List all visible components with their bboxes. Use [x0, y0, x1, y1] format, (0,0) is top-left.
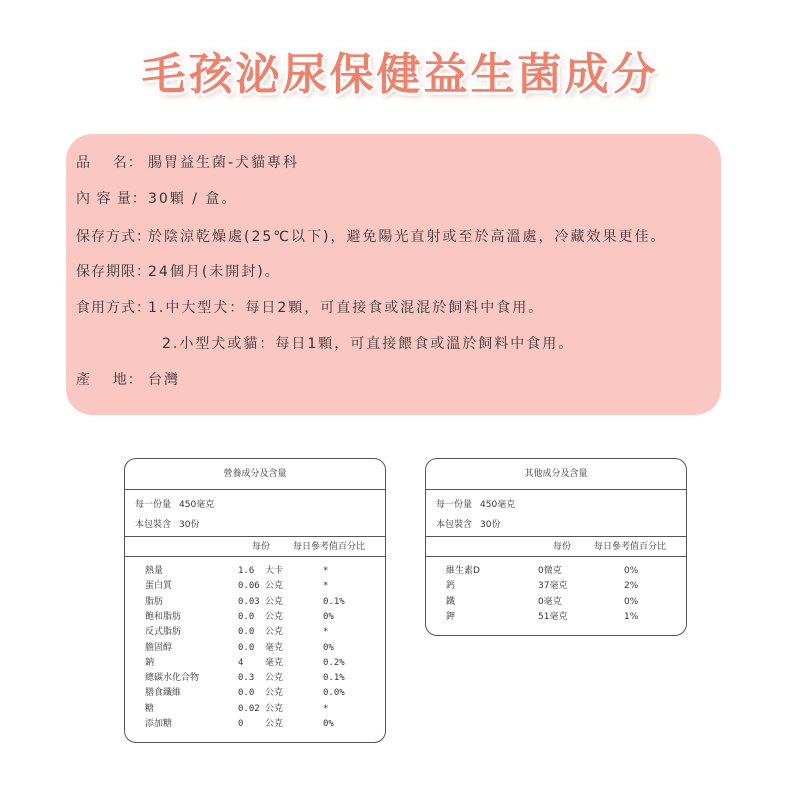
info-label: 保存方式： [76, 229, 151, 245]
other-amount-cell: 0微克 [538, 566, 562, 576]
other-amount-cell: 51毫克 [538, 611, 568, 622]
column-header-per-serving: 每份 [553, 542, 572, 552]
nutrition-name-cell: 鈉 [145, 657, 155, 668]
nutrition-dv-cell: 0.0% [323, 688, 345, 699]
column-header-daily-value: 每日參考值百分比 [594, 542, 667, 552]
other-name-cell: 維生素D [446, 566, 480, 576]
info-label: 食用方式： [76, 300, 151, 316]
nutrition-name-cell: 飽和脂肪 [145, 611, 182, 622]
column-header-daily-value: 每日參考值百分比 [293, 542, 366, 552]
info-row-content [76, 187, 237, 211]
nutrition-unit-cell: 公克 [265, 581, 284, 592]
page-title: 毛孩泌尿保健益生菌成分 [141, 49, 659, 100]
nutrition-unit-cell: 毫克 [265, 657, 284, 668]
nutrition-panel [124, 458, 386, 743]
servings-row [436, 516, 500, 534]
nutrition-unit-cell: 公克 [265, 596, 284, 607]
info-value: 30顆 / 盒。 [148, 191, 238, 207]
nutrition-amount-cell: 0.06 [238, 581, 260, 592]
nutrition-unit-cell: 公克 [265, 627, 284, 638]
other-dv-cell: 1% [624, 611, 639, 622]
nutrition-amount-cell: 0.0 [238, 611, 255, 622]
nutrition-amount-cell: 4 [238, 657, 244, 668]
info-value: 24個月(未開封)。 [148, 264, 281, 280]
nutrition-unit-cell: 公克 [265, 611, 284, 622]
nutrition-unit-cell: 大卡 [265, 566, 284, 576]
nutrition-name-cell: 熱量 [145, 566, 164, 576]
nutrition-amount-cell: 0.02 [238, 703, 260, 714]
servings-label: 本包裝含 [135, 520, 172, 530]
nutrition-name-cell: 膳食纖維 [145, 688, 182, 699]
nutrition-dv-cell: * [323, 703, 329, 714]
nutrition-unit-cell: 公克 [265, 688, 284, 699]
nutrition-unit-cell: 公克 [265, 719, 284, 729]
info-row-usage-2 [76, 332, 574, 356]
nutrition-dv-cell: 0.2% [323, 657, 345, 668]
other-dv-cell: 2% [624, 581, 639, 592]
nutrition-amount-cell: 0.3 [238, 673, 255, 684]
info-value: 腸胃益生菌-犬貓專科 [148, 155, 300, 171]
other-amount-cell: 37毫克 [538, 581, 568, 592]
servings-label: 本包裝含 [436, 520, 473, 530]
serving-label: 每一份量 [135, 500, 172, 510]
info-row-name [76, 151, 299, 175]
nutrition-dv-cell: 0% [323, 719, 334, 729]
nutrition-name-cell: 總碳水化合物 [145, 673, 200, 684]
nutrition-dv-cell: 0.1% [323, 596, 345, 607]
nutrition-amount-cell: 0 [238, 719, 244, 729]
nutrition-dv-cell: 0.1% [323, 673, 345, 684]
nutrition-dv-cell: 0% [323, 642, 334, 653]
nutrition-name-cell: 膽固醇 [145, 642, 173, 653]
serving-value: 450毫克 [179, 500, 215, 510]
nutrition-name-cell: 添加糖 [145, 719, 173, 729]
nutrition-name-cell: 反式脂肪 [145, 627, 182, 638]
servings-row [135, 516, 199, 534]
nutrition-dv-cell: 0% [323, 611, 334, 622]
other-panel [425, 458, 687, 636]
nutrition-amount-cell: 1.6 [238, 566, 255, 576]
serving-value: 450毫克 [480, 500, 516, 510]
divider [426, 556, 686, 557]
nutrition-amount-cell: 0.03 [238, 596, 260, 607]
servings-value: 30份 [179, 520, 200, 530]
serving-size-row [436, 496, 515, 514]
info-label: 內 容 量： [76, 191, 147, 207]
info-label: 產 地： [76, 372, 143, 388]
nutrition-name-cell: 蛋白質 [145, 581, 173, 592]
info-row-origin [76, 368, 180, 392]
info-value: 於陰涼乾燥處(25℃以下)，避免陽光直射或至於高溫處，冷藏效果更佳。 [148, 229, 667, 245]
other-name-cell: 鈣 [446, 581, 456, 592]
info-value: 2.小型犬或貓：每日1顆，可直接餵食或溫於飼料中食用。 [162, 336, 575, 352]
nutrition-dv-cell: * [323, 627, 329, 638]
divider [125, 556, 385, 557]
nutrition-unit-cell: 毫克 [265, 642, 284, 653]
nutrition-amount-cell: 0.0 [238, 688, 255, 699]
info-value: 台灣 [148, 372, 180, 388]
other-title: 其他成分及含量 [426, 459, 686, 490]
info-label: 保存期限： [76, 264, 151, 280]
nutrition-unit-cell: 公克 [265, 673, 284, 684]
info-row-expiry [76, 260, 281, 284]
servings-value: 30份 [480, 520, 501, 530]
nutrition-amount-cell: 0.0 [238, 627, 255, 638]
nutrition-dv-cell: * [323, 566, 329, 576]
info-label: 品 名： [76, 155, 143, 171]
column-header-per-serving: 每份 [252, 542, 271, 552]
divider [426, 536, 686, 537]
other-name-cell: 鐵 [446, 596, 456, 607]
info-row-usage [76, 296, 544, 320]
nutrition-unit-cell: 公克 [265, 703, 284, 714]
nutrition-name-cell: 糖 [145, 703, 155, 714]
nutrition-amount-cell: 0.0 [238, 642, 255, 653]
divider [125, 536, 385, 537]
info-value: 1.中大型犬：每日2顆，可直接食或混混於飼料中食用。 [148, 300, 545, 316]
other-dv-cell: 0% [624, 566, 639, 576]
other-dv-cell: 0% [624, 596, 639, 607]
nutrition-name-cell: 脂肪 [145, 596, 164, 607]
other-name-cell: 鉀 [446, 611, 456, 622]
info-row-storage [76, 225, 666, 249]
serving-label: 每一份量 [436, 500, 473, 510]
nutrition-dv-cell: * [323, 581, 329, 592]
other-amount-cell: 0毫克 [538, 596, 562, 607]
serving-size-row [135, 496, 214, 514]
nutrition-title: 營養成分及含量 [125, 459, 385, 490]
